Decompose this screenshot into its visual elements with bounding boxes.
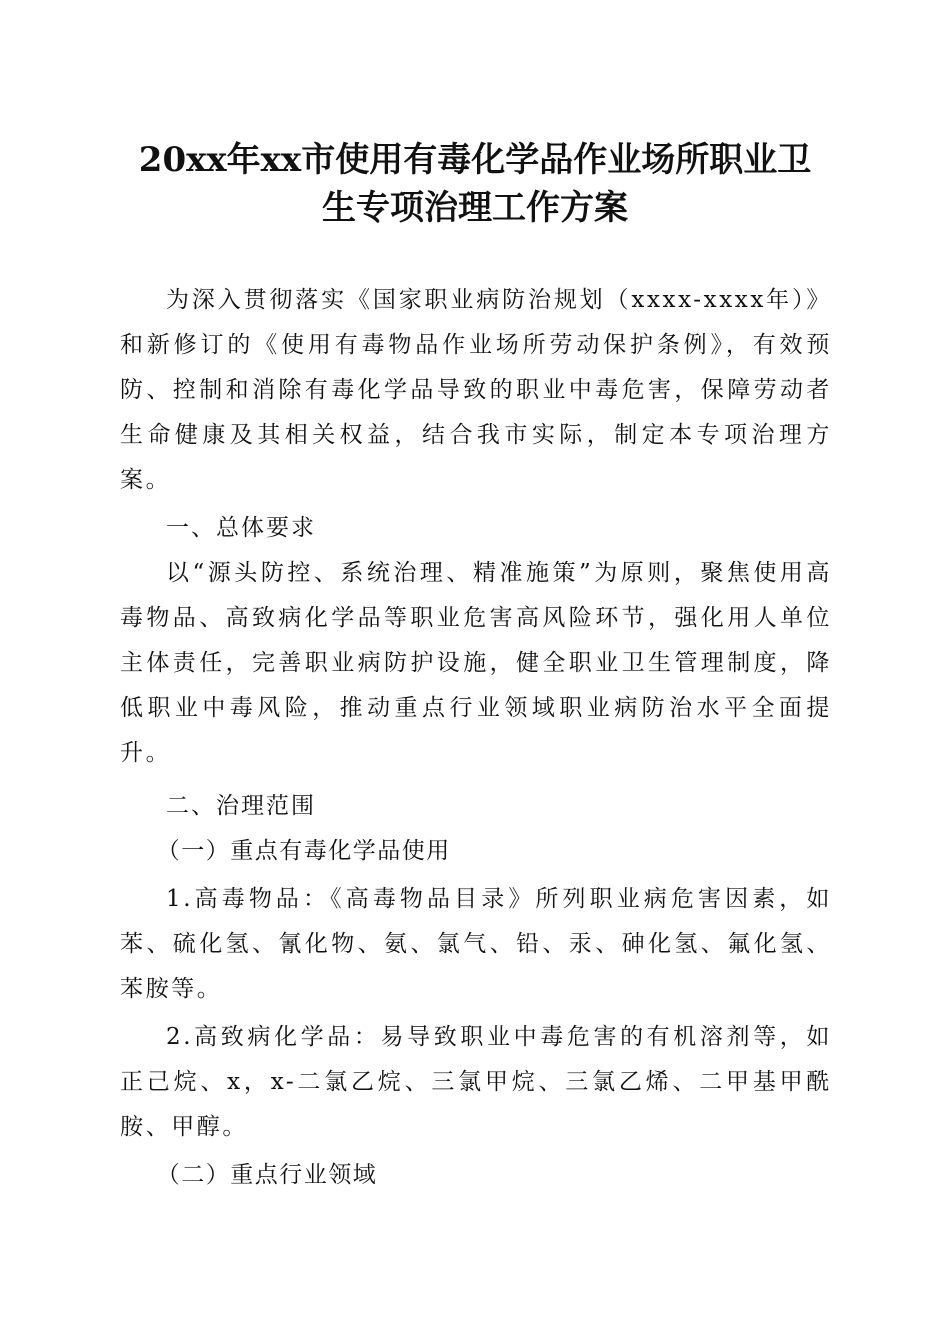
document-body [120,278,832,1198]
general-requirements-paragraph: 以“源头防控、系统治理、精准施策”为原则，聚焦使用高毒物品、高致病化学品等职业危害高风险环节，强化用人单位主体责任，完善职业病防护设施，健全职业卫生管理制度，降低职业中毒风险，推动重点行业领域职业病防治水平全面提升。 [120,560,832,766]
section-heading-general-requirements: 一、总体要求 [166,515,316,541]
subsection-toxic-chemicals: （一）重点有毒化学品使用 [156,838,451,864]
section-heading-scope: 二、治理范围 [166,793,316,819]
title-line-1: 20xx年xx市使用有毒化学品作业场所职业卫 [138,140,812,180]
subsection-key-industries: （二）重点行业领域 [156,1162,378,1188]
item-high-toxicity-substances: 1.高毒物品：《高毒物品目录》所列职业病危害因素，如苯、硫化氢、氰化物、氨、氯气、铅、汞、砷化氢、氟化氢、苯胺等。 [120,886,832,1002]
title-line-2: 生专项治理工作方案 [322,188,628,228]
intro-paragraph: 为深入贯彻落实《国家职业病防治规划（xxxx-xxxx年）》和新修订的《使用有毒物品作业场所劳动保护条例》，有效预防、控制和消除有毒化学品导致的职业中毒危害，保障劳动者生命健康及其相关权益，结合我市实际，制定本专项治理方案。 [120,287,832,493]
item-high-pathogenic-chemicals: 2.高致病化学品：易导致职业中毒危害的有机溶剂等，如正己烷、x，x-二氯乙烷、三氯甲烷、三氯乙烯、二甲基甲酰胺、甲醇。 [120,1024,832,1140]
document-title [100,136,850,232]
